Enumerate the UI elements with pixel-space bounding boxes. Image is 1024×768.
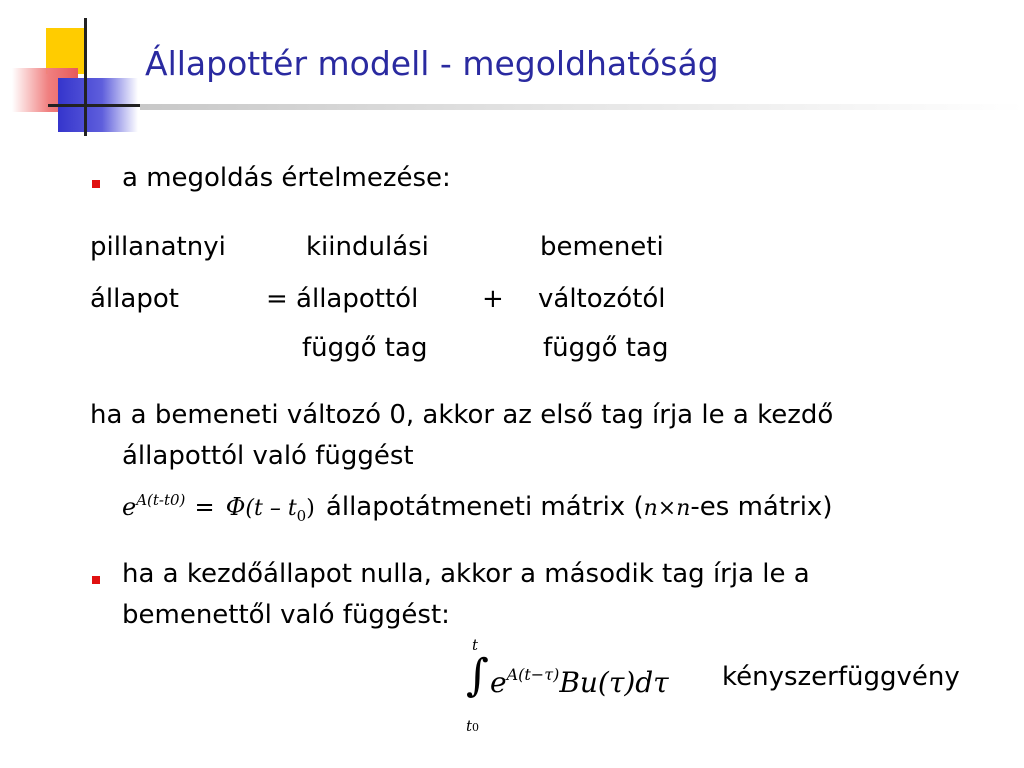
integral-label: kényszerfüggvény [722,662,960,692]
bullet-marker [92,576,100,584]
formula-phi-arg: (t – t [245,496,297,521]
integral-base: e [490,666,507,699]
bullet-marker [92,180,100,188]
table-cell: függő tag [302,333,428,363]
page-title: Állapottér modell - megoldhatóság [145,44,719,83]
integral-lower-var: t [466,717,473,735]
table-cell: bemeneti [540,232,664,262]
formula-exponent: A(t-t0) [136,491,186,509]
formula-state-transition [122,486,832,526]
paragraph-line: ha a bemeneti változó 0, akkor az első tag írja le a kezdő [90,400,834,430]
formula-base: e [122,493,137,521]
formula-description: állapotátmeneti mátrix ( [325,492,644,522]
integral-upper-limit: t [472,636,479,654]
formula-equals: = [194,493,215,521]
bullet-text: bemenettől való függést: [122,600,450,630]
table-cell: állapot [90,284,179,314]
integral-lower-limit [466,716,479,735]
formula-times: × [657,496,677,521]
table-cell: kiindulási [306,232,429,262]
table-cell: függő tag [543,333,669,363]
integral-sign: ∫ [466,650,489,701]
formula-description-end: -es mátrix) [690,492,833,522]
formula-phi-close: ) [306,496,315,521]
paragraph-line: állapottól való függést [122,441,414,471]
formula-phi-sub: 0 [296,507,307,525]
integral-lower-sub: 0 [472,721,480,734]
logo-vertical-line [84,18,87,136]
integral-body [490,658,669,699]
formula-phi: Φ [225,493,246,521]
bullet-text: a megoldás értelmezése: [122,163,451,193]
integral-exponent: A(t−τ) [506,665,560,684]
title-underline [140,104,1024,110]
table-cell: + [482,284,504,314]
logo-horizontal-line [48,104,144,107]
formula-n: n [676,496,691,521]
formula-n: n [643,496,658,521]
table-cell: = állapottól [266,284,419,314]
integral-integrand: Bu(τ)dτ [559,666,669,699]
bullet-text: ha a kezdőállapot nulla, akkor a második tag írja le a [122,559,810,589]
table-cell: változótól [538,284,666,314]
table-cell: pillanatnyi [90,232,226,262]
